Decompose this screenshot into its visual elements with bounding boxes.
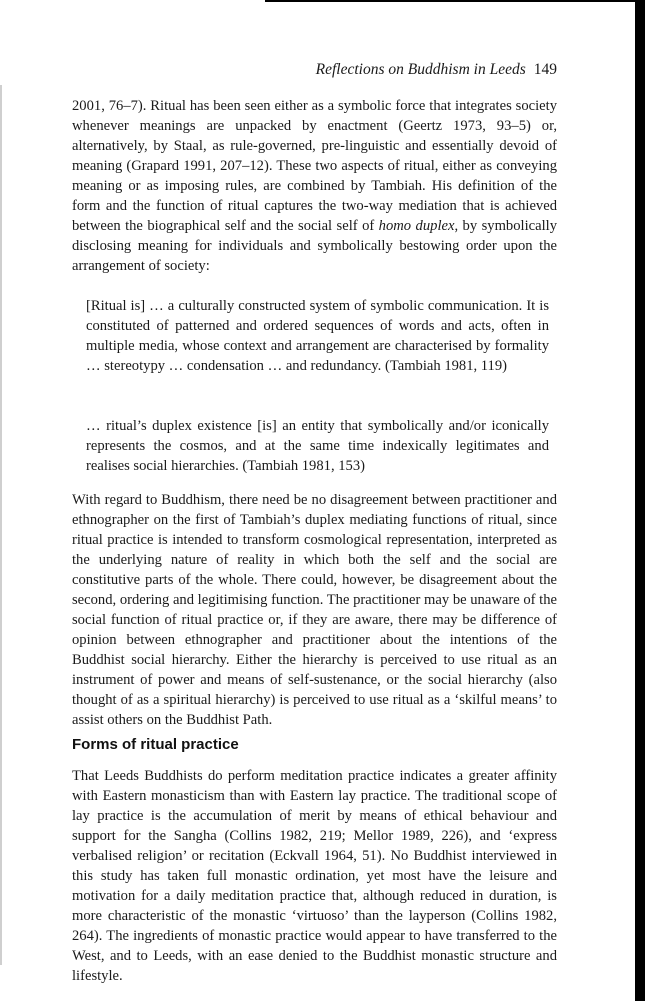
paragraph-1 [72, 96, 557, 296]
paragraph-3: That Leeds Buddhists do perform meditation practice indicates a greater affinity with Eastern monasticism than with Eastern lay practice. The traditional scope of lay practice is the accumulation of merit by means of ethical behaviour and support for the Sangha (Collins 1982, 219; Mellor 1989, 226), and ‘express verbalised religion’ or recitation (Eckvall 1964, 51). No Buddhist interviewed in this study has taken full monastic ordination, yet most have the leisure and motivation for a daily meditation practice that, although reduced in duration, is more characteristic of the monastic ‘virtuoso’ than the layperson (Collins 1982, 264). The ingredients of monastic practice would appear to have transferred to the West, and to Leeds, with an ease denied to the Buddhist monastic structure and lifestyle. [72, 768, 557, 984]
block-quote-1: [Ritual is] … a culturally constructed system of symbolic communication. It is constituted of patterned and ordered sequences of words and acts, often in multiple media, whose context and arrangement are characterised by formality … stereotypy … condensation … and redundancy. (Tambiah 1981, 119) [86, 298, 549, 374]
paragraph-2: With regard to Buddhism, there need be no disagreement between practitioner and ethnographer on the first of Tambiah’s duplex mediating functions of ritual, since ritual practice is intended to transform cosmological representation, interpreted as the underlying nature of reality in which both the self and the social are constitutive parts of the whole. There could, however, be disagreement about the second, ordering and legitimising function. The practitioner may be unaware of the social function of ritual practice or, if they are aware, there may be difference of opinion between ethnographer and practitioner about the intentions of the Buddhist social hierarchy. Either the hierarchy is perceived to use ritual as an instrument of power and means of self-sustenance, or the social hierarchy (also thought of as a spiritual hierarchy) is perceived to use ritual as a ‘skilful means’ to assist others on the Buddhist Path. [72, 492, 557, 728]
running-head-title: Reflections on Buddhism in Leeds [315, 61, 526, 78]
running-head [72, 58, 557, 82]
section-heading: Forms of ritual practice [72, 736, 239, 753]
paragraph-1-text: 2001, 76–7). Ritual has been seen either as a symbolic force that integrates society whenever meanings are unpacked by enactment (Geertz 1973, 93–5) or, alternatively, by Staal, as rule-governed, pre-linguistic and essentially devoid of meaning (Grapard 1991, 207–12). These two aspects of ritual, either as conveying meaning or as imposing rules, are combined by Tambiah. His definition of the form and the function of ritual captures the two-way mediation that is achieved between the biographical self and the social self of [72, 98, 557, 234]
scan-edge-top [265, 0, 645, 2]
page-body [72, 58, 557, 986]
page-number: 149 [533, 61, 557, 78]
paragraph-1-italic: homo duplex [378, 218, 455, 234]
scan-edge-left [0, 85, 2, 965]
block-quote-2: … ritual’s duplex existence [is] an entity that symbolically and/or iconically represents the cosmos, and at the same time indexically legitimates and realises social hierarchies. (Tambiah 1981, 153) [86, 418, 549, 474]
paragraph-1-end: , by symbolically disclosing meaning for individuals and symbolically bestowing order upon the arrangement of society: [72, 218, 557, 274]
scan-edge-right [635, 0, 645, 1001]
